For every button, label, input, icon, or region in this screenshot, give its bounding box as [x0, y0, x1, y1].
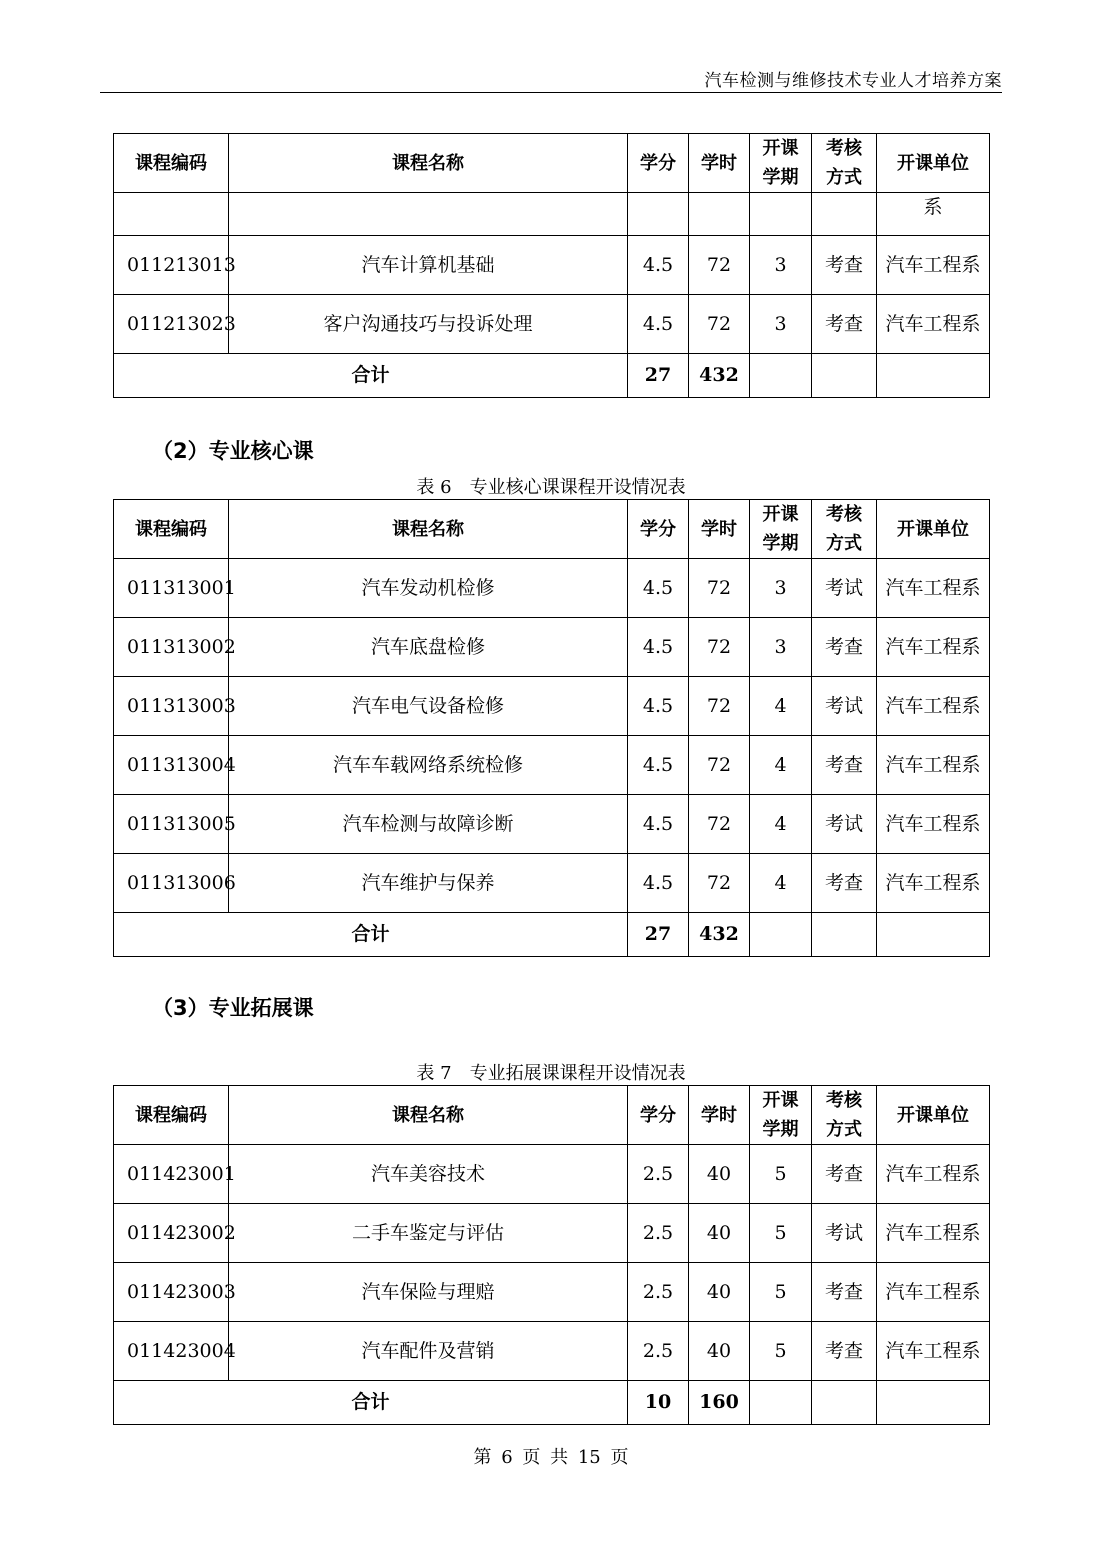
course-unit: 汽车工程系	[877, 236, 990, 295]
table7-caption	[0, 1059, 1102, 1085]
course-name	[229, 193, 628, 236]
col-header-unit: 开课单位	[877, 134, 990, 193]
total-credit: 27	[628, 354, 689, 398]
course-table-continued	[113, 133, 990, 398]
col-header-hours: 学时	[689, 500, 750, 559]
course-name: 汽车配件及营销	[229, 1322, 628, 1381]
table-row	[114, 559, 990, 618]
course-exam: 考试	[812, 559, 877, 618]
table-row	[114, 736, 990, 795]
course-credit: 4.5	[628, 236, 689, 295]
table-row	[114, 795, 990, 854]
course-hours: 72	[689, 795, 750, 854]
course-name: 汽车车载网络系统检修	[229, 736, 628, 795]
col-header-name: 课程名称	[229, 1086, 628, 1145]
col-header-credit: 学分	[628, 1086, 689, 1145]
table-total-row	[114, 354, 990, 398]
course-code	[114, 193, 229, 236]
page-number: 第 6 页 共 15 页	[473, 1447, 629, 1468]
table-total-row	[114, 1381, 990, 1425]
col-header-unit: 开课单位	[877, 500, 990, 559]
table-total-row	[114, 913, 990, 957]
table-header-row	[114, 500, 990, 559]
col-header-term: 开课 学期	[750, 134, 812, 193]
total-hours: 160	[689, 1381, 750, 1425]
col-header-hours: 学时	[689, 1086, 750, 1145]
course-code: 011213023	[114, 295, 229, 354]
course-exam: 考查	[812, 1322, 877, 1381]
course-exam: 考试	[812, 677, 877, 736]
empty-cell	[750, 354, 812, 398]
course-credit: 4.5	[628, 795, 689, 854]
course-unit: 汽车工程系	[877, 559, 990, 618]
empty-cell	[750, 913, 812, 957]
course-exam: 考试	[812, 1204, 877, 1263]
course-exam: 考查	[812, 618, 877, 677]
course-credit: 2.5	[628, 1145, 689, 1204]
course-credit: 4.5	[628, 618, 689, 677]
course-exam	[812, 193, 877, 236]
course-credit: 4.5	[628, 559, 689, 618]
course-code: 011313003	[114, 677, 229, 736]
course-code: 011313001	[114, 559, 229, 618]
course-unit: 汽车工程系	[877, 1145, 990, 1204]
course-unit: 汽车工程系	[877, 1204, 990, 1263]
table-row	[114, 1145, 990, 1204]
course-code: 011313006	[114, 854, 229, 913]
course-name: 汽车检测与故障诊断	[229, 795, 628, 854]
total-label: 合计	[114, 1381, 628, 1425]
course-term: 5	[750, 1204, 812, 1263]
empty-cell	[877, 913, 990, 957]
col-header-code: 课程编码	[114, 1086, 229, 1145]
table6-caption	[0, 473, 1102, 499]
course-credit: 4.5	[628, 736, 689, 795]
course-exam: 考查	[812, 854, 877, 913]
course-name: 汽车底盘检修	[229, 618, 628, 677]
total-label: 合计	[114, 913, 628, 957]
total-credit: 27	[628, 913, 689, 957]
col-header-exam: 考核 方式	[812, 1086, 877, 1145]
course-unit: 汽车工程系	[877, 677, 990, 736]
course-code: 011423002	[114, 1204, 229, 1263]
course-credit: 4.5	[628, 854, 689, 913]
course-term: 4	[750, 795, 812, 854]
total-hours: 432	[689, 913, 750, 957]
course-name: 客户沟通技巧与投诉处理	[229, 295, 628, 354]
course-unit: 汽车工程系	[877, 795, 990, 854]
course-hours: 72	[689, 236, 750, 295]
header-rule	[100, 92, 1002, 93]
section-title-extension-courses: （3）专业拓展课	[152, 996, 314, 1020]
course-term: 3	[750, 295, 812, 354]
col-header-term: 开课 学期	[750, 500, 812, 559]
course-credit	[628, 193, 689, 236]
course-term: 4	[750, 854, 812, 913]
empty-cell	[877, 354, 990, 398]
col-header-exam: 考核 方式	[812, 500, 877, 559]
course-hours: 72	[689, 559, 750, 618]
course-hours: 72	[689, 295, 750, 354]
col-header-term: 开课 学期	[750, 1086, 812, 1145]
course-exam: 考查	[812, 1145, 877, 1204]
table-row	[114, 1204, 990, 1263]
course-hours	[689, 193, 750, 236]
course-name: 汽车保险与理赔	[229, 1263, 628, 1322]
col-header-name: 课程名称	[229, 500, 628, 559]
empty-cell	[877, 1381, 990, 1425]
total-label: 合计	[114, 354, 628, 398]
empty-cell	[750, 1381, 812, 1425]
total-hours: 432	[689, 354, 750, 398]
table-row	[114, 1322, 990, 1381]
course-hours: 72	[689, 618, 750, 677]
table7-caption-number: 表 7	[416, 1063, 452, 1084]
course-hours: 40	[689, 1145, 750, 1204]
course-unit: 系	[877, 193, 990, 236]
course-credit: 2.5	[628, 1263, 689, 1322]
course-unit: 汽车工程系	[877, 1263, 990, 1322]
course-credit: 2.5	[628, 1322, 689, 1381]
empty-cell	[812, 1381, 877, 1425]
col-header-code: 课程编码	[114, 134, 229, 193]
empty-cell	[812, 354, 877, 398]
table-row	[114, 618, 990, 677]
core-course-table	[113, 499, 990, 957]
course-term: 5	[750, 1322, 812, 1381]
table-header-row	[114, 1086, 990, 1145]
course-exam: 考查	[812, 1263, 877, 1322]
section-title-core-courses: （2）专业核心课	[152, 439, 314, 463]
col-header-credit: 学分	[628, 500, 689, 559]
course-term: 4	[750, 677, 812, 736]
course-name: 汽车发动机检修	[229, 559, 628, 618]
table-header-row	[114, 134, 990, 193]
course-unit: 汽车工程系	[877, 736, 990, 795]
empty-cell	[812, 913, 877, 957]
course-hours: 40	[689, 1204, 750, 1263]
course-hours: 72	[689, 854, 750, 913]
table-row	[114, 1263, 990, 1322]
table-row	[114, 236, 990, 295]
course-name: 汽车美容技术	[229, 1145, 628, 1204]
course-term: 3	[750, 559, 812, 618]
course-unit: 汽车工程系	[877, 618, 990, 677]
course-unit: 汽车工程系	[877, 1322, 990, 1381]
course-name: 二手车鉴定与评估	[229, 1204, 628, 1263]
course-credit: 2.5	[628, 1204, 689, 1263]
table-row	[114, 677, 990, 736]
col-header-unit: 开课单位	[877, 1086, 990, 1145]
course-name: 汽车计算机基础	[229, 236, 628, 295]
total-credit: 10	[628, 1381, 689, 1425]
course-name: 汽车维护与保养	[229, 854, 628, 913]
course-credit: 4.5	[628, 295, 689, 354]
course-exam: 考试	[812, 795, 877, 854]
extension-course-table	[113, 1085, 990, 1425]
course-credit: 4.5	[628, 677, 689, 736]
course-exam: 考查	[812, 736, 877, 795]
course-unit: 汽车工程系	[877, 854, 990, 913]
table6-caption-title: 专业核心课课程开设情况表	[469, 477, 686, 498]
table7-caption-title: 专业拓展课课程开设情况表	[469, 1063, 686, 1084]
course-term	[750, 193, 812, 236]
course-hours: 40	[689, 1322, 750, 1381]
course-code: 011423004	[114, 1322, 229, 1381]
table6-caption-number: 表 6	[416, 477, 452, 498]
course-name: 汽车电气设备检修	[229, 677, 628, 736]
col-header-code: 课程编码	[114, 500, 229, 559]
course-hours: 72	[689, 677, 750, 736]
course-code: 011313002	[114, 618, 229, 677]
table-row	[114, 295, 990, 354]
course-code: 011423003	[114, 1263, 229, 1322]
course-term: 3	[750, 236, 812, 295]
table-row	[114, 193, 990, 236]
course-term: 3	[750, 618, 812, 677]
table-row	[114, 854, 990, 913]
course-code: 011313005	[114, 795, 229, 854]
col-header-name: 课程名称	[229, 134, 628, 193]
page-header-title: 汽车检测与维修技术专业人才培养方案	[704, 71, 1002, 91]
course-hours: 72	[689, 736, 750, 795]
course-exam: 考查	[812, 236, 877, 295]
course-code: 011313004	[114, 736, 229, 795]
col-header-hours: 学时	[689, 134, 750, 193]
course-code: 011213013	[114, 236, 229, 295]
course-hours: 40	[689, 1263, 750, 1322]
col-header-credit: 学分	[628, 134, 689, 193]
course-term: 4	[750, 736, 812, 795]
course-term: 5	[750, 1263, 812, 1322]
course-exam: 考查	[812, 295, 877, 354]
col-header-exam: 考核 方式	[812, 134, 877, 193]
course-unit: 汽车工程系	[877, 295, 990, 354]
course-term: 5	[750, 1145, 812, 1204]
course-code: 011423001	[114, 1145, 229, 1204]
